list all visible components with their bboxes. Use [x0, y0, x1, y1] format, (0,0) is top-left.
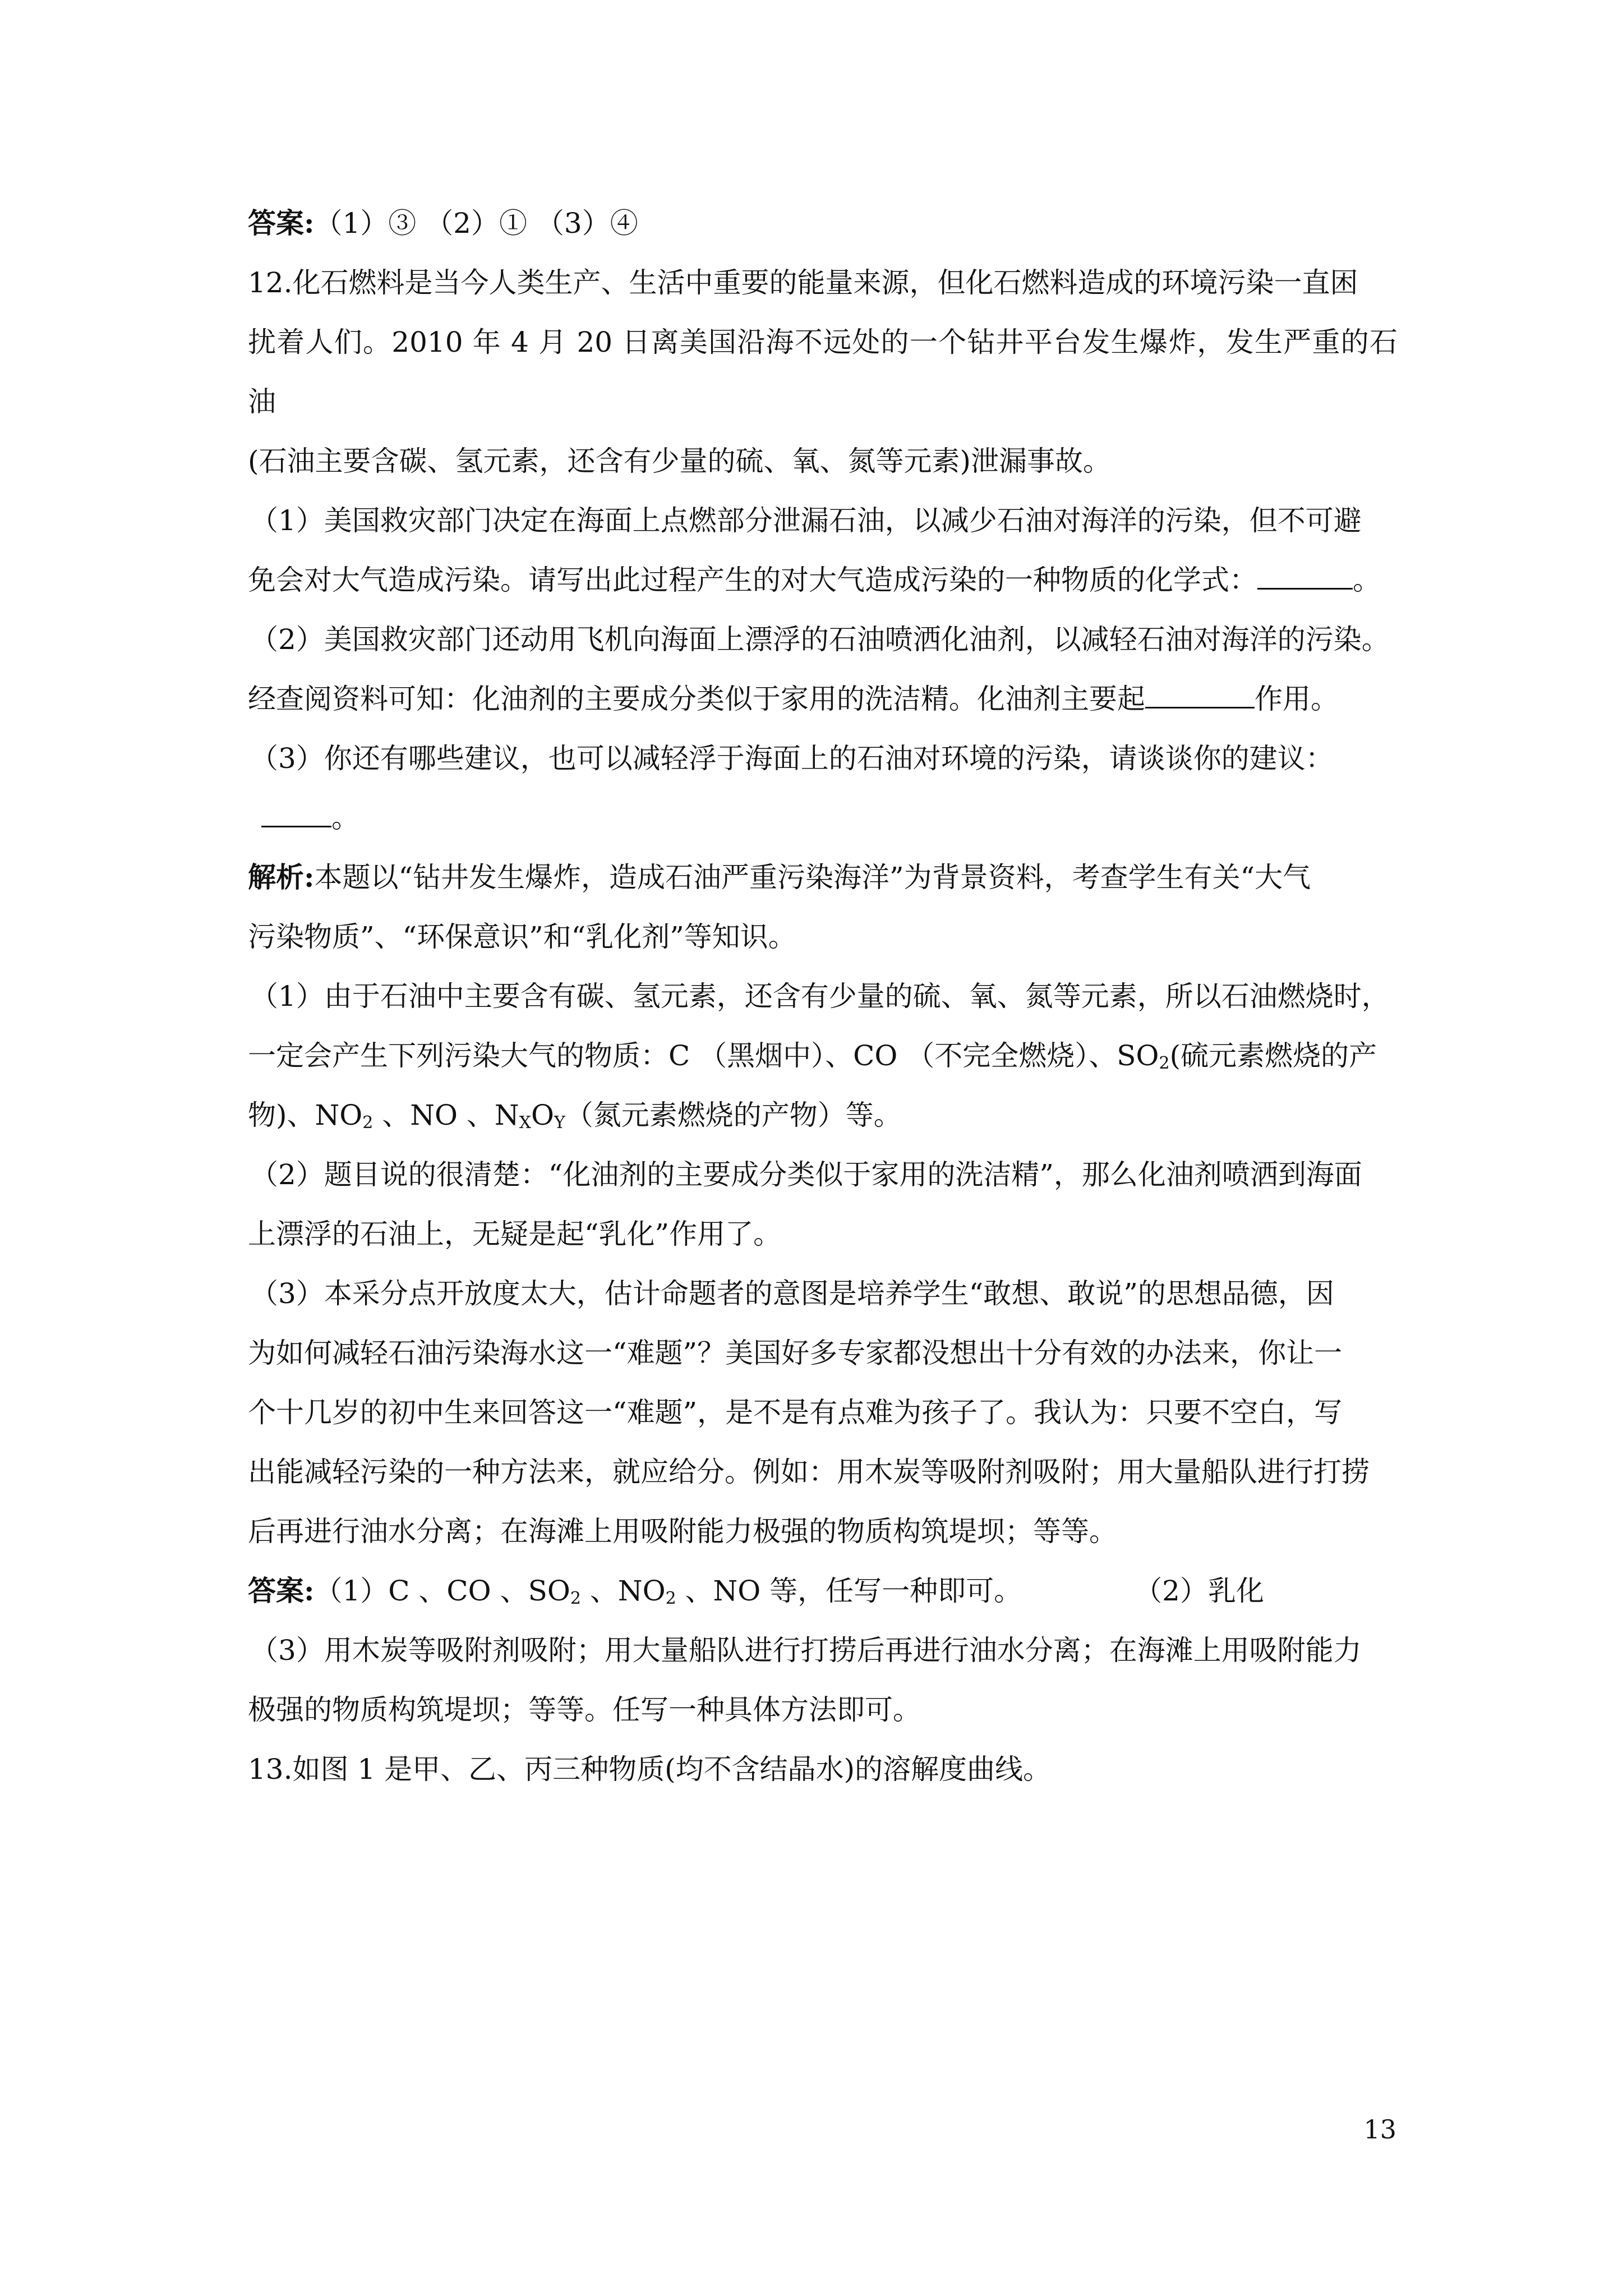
subscript: 2 [570, 1589, 581, 1608]
analysis-line-1 [248, 848, 1398, 907]
answer-12-part-3-line-2: 极强的物质构筑堤坝；等等。任写一种具体方法即可。 [248, 1694, 921, 1726]
part-2-text: 经查阅资料可知：化油剂的主要成分类似于家用的洗洁精。化油剂主要起 [248, 683, 1145, 715]
analysis-section-3-line-2: 为如何减轻石油污染海水这一“难题”？美国好多专家都没想出十分有效的办法来，你让一 [248, 1337, 1343, 1369]
question-12-part-3-line-2 [248, 788, 1398, 848]
analysis-section-1-line-1: （1）由于石油中主要含有碳、氢元素，还含有少量的硫、氧、氮等元素，所以石油燃烧时， [250, 980, 1390, 1013]
text: 、NO [580, 1575, 666, 1607]
page-number: 13 [1363, 2114, 1396, 2145]
question-12-stem-line-1: 12.化石燃料是当今人类生产、生活中重要的能量来源，但化石燃料造成的环境污染一直困 [248, 266, 1358, 299]
subscript: 2 [362, 1113, 374, 1133]
analysis-section-3-line-3: 个十几岁的初中生来回答这一“难题”，是不是有点难为孩子了。我认为：只要不空白，写 [248, 1396, 1343, 1429]
answer-part-2: （2）乳化 [1134, 1575, 1264, 1607]
question-12-stem-line-3: (石油主要含碳、氢元素，还含有少量的硫、氧、氮等元素)泄漏事故。 [248, 445, 1112, 477]
question-12-stem-line-2: 扰着人们。2010 年 4 月 20 日离美国沿海不远处的一个钻井平台发生爆炸，发生严重的石油 [248, 326, 1398, 418]
text: O [531, 1099, 554, 1131]
analysis-section-3-line-4: 出能减轻污染的一种方法来，就应给分。例如：用木炭等吸附剂吸附；用大量船队进行打捞 [248, 1456, 1370, 1488]
subscript: 2 [665, 1589, 676, 1608]
text: (硫元素燃烧的产 [1169, 1039, 1377, 1072]
text: （氮元素燃烧的产物）等。 [565, 1099, 902, 1131]
text: 、NO 、N [373, 1099, 519, 1131]
question-12-part-3-line-1: （3）你还有哪些建议，也可以减轻浮于海面上的石油对环境的污染，请谈谈你的建议： [250, 742, 1334, 775]
question-12-part-2-line-1: （2）美国救灾部门还动用飞机向海面上漂浮的石油喷洒化油剂，以减轻石油对海洋的污染。 [250, 623, 1390, 656]
answer-11 [248, 194, 1398, 253]
question-12-part-2-line-2 [248, 669, 1398, 729]
question-12-part-1-line-1: （1）美国救灾部门决定在海面上点燃部分泄漏石油，以减少石油对海洋的污染，但不可避 [250, 504, 1362, 537]
text: 、NO 等，任写一种即可。 [676, 1575, 1022, 1607]
subscript: Y [554, 1113, 565, 1133]
analysis-line-2: 污染物质”、“环保意识”和“乳化剂”等知识。 [248, 921, 796, 953]
analysis-section-2-line-1: （2）题目说的很清楚：“化油剂的主要成分类似于家用的洗洁精”，那么化油剂喷洒到海面 [250, 1158, 1362, 1191]
question-12-part-1-line-2 [248, 550, 1398, 610]
subscript: X [519, 1113, 531, 1133]
text: 物)、NO [248, 1099, 363, 1131]
part-1-end: 。 [1353, 564, 1381, 596]
analysis-section-1-line-2 [248, 1026, 1398, 1085]
answer-12-line-1 [248, 1561, 1398, 1621]
part-3-end: 。 [331, 802, 359, 834]
subscript: 2 [1159, 1053, 1170, 1073]
answer-blank[interactable] [1145, 684, 1255, 708]
text: （1）C 、CO 、SO [314, 1575, 570, 1607]
analysis-section-3-line-5: 后再进行油水分离；在海滩上用吸附能力极强的物质构筑堤坝；等等。 [248, 1515, 1117, 1548]
analysis-label: 解析: [248, 861, 315, 894]
analysis-section-3-line-1: （3）本采分点开放度太大，估计命题者的意图是培养学生“敢想、敢说”的思想品德，因 [250, 1277, 1334, 1310]
analysis-text: 本题以“钻井发生爆炸，造成石油严重污染海洋”为背景资料，考查学生有关“大气 [314, 861, 1311, 894]
answer-text: （1）③ （2）① （3）④ [314, 207, 638, 240]
analysis-section-1-line-3 [248, 1085, 1398, 1145]
part-2-end: 作用。 [1255, 683, 1339, 715]
answer-blank[interactable] [261, 803, 331, 827]
answer-blank[interactable] [1257, 565, 1353, 590]
document-page [248, 194, 1398, 1799]
analysis-section-2-line-2: 上漂浮的石油上，无疑是起“乳化”作用了。 [248, 1218, 782, 1250]
question-13-stem: 13.如图 1 是甲、乙、丙三种物质(均不含结晶水)的溶解度曲线。 [248, 1753, 1052, 1786]
answer-label: 答案: [248, 206, 315, 240]
answer-label: 答案: [248, 1574, 315, 1607]
answer-12-part-3-line-1: （3）用木炭等吸附剂吸附；用大量船队进行打捞后再进行油水分离；在海滩上用吸附能力 [250, 1634, 1362, 1667]
part-1-text: 免会对大气造成污染。请写出此过程产生的对大气造成污染的一种物质的化学式： [248, 564, 1257, 596]
text: 一定会产生下列污染大气的物质：C （黑烟中）、CO （不完全燃烧）、SO [248, 1039, 1159, 1072]
